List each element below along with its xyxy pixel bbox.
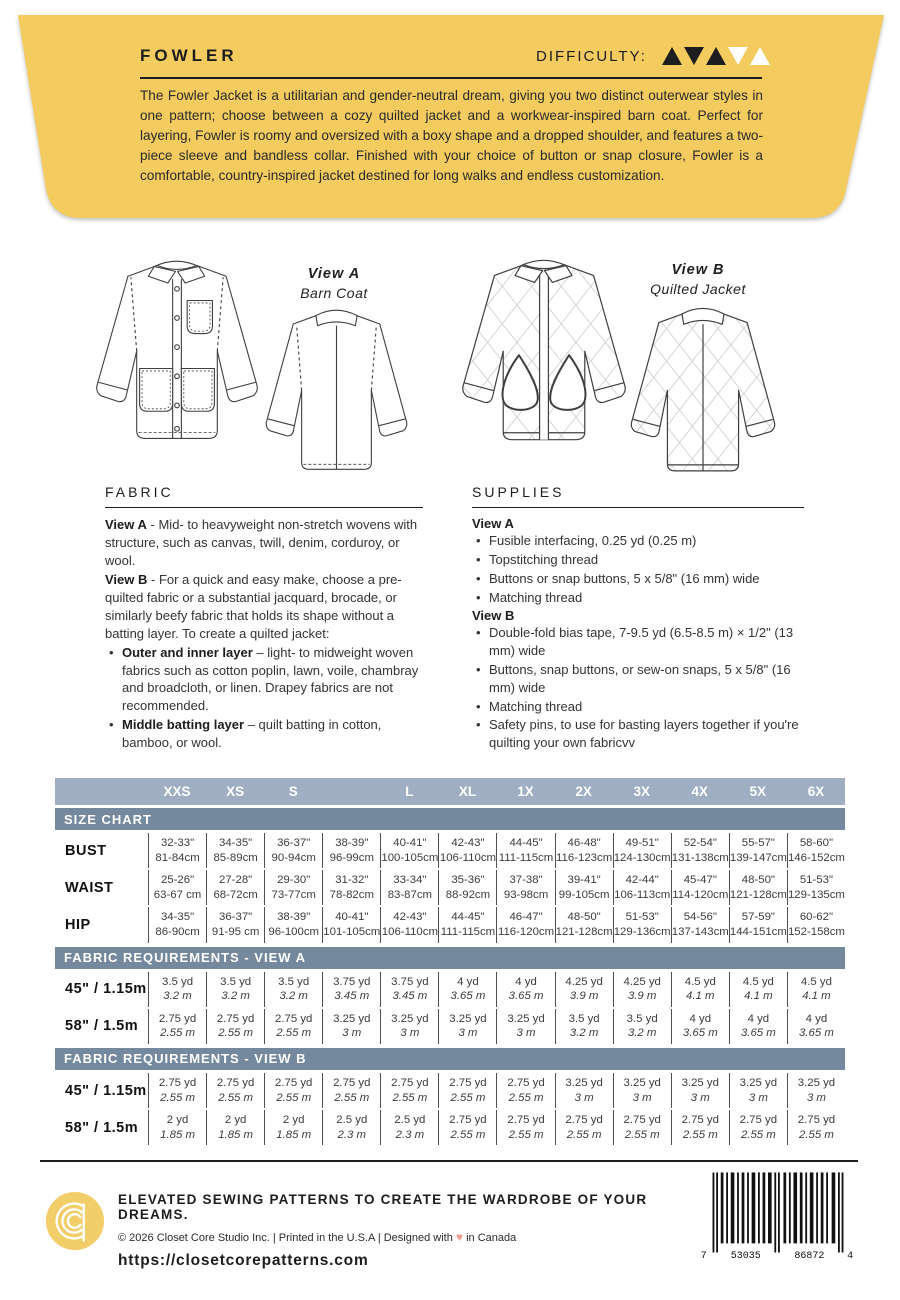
fabric-view-a-body: - Mid- to heavyweight non-stretch wovens with structure, such as canvas, twill, denim, corduroy, or wool.	[105, 517, 418, 568]
size-chart-rows	[55, 832, 845, 944]
table-cell: 3.5 yd 3.2 m	[264, 972, 322, 1007]
fabric-req-view-a-rows	[55, 971, 845, 1045]
table-cell: 60-62" 152-158cm	[787, 907, 845, 942]
table-cell: 3.25 yd 3 m	[787, 1073, 845, 1108]
size-column-header: 2X	[575, 784, 592, 799]
size-chart-band: SIZE CHART	[55, 808, 845, 830]
heart-icon: ♥	[455, 1230, 464, 1244]
footer-tagline: ELEVATED SEWING PATTERNS TO CREATE THE WARDROBE OF YOUR DREAMS.	[118, 1192, 648, 1222]
table-cell: 54-56" 137-143cm	[671, 907, 729, 942]
view-a-name: View A	[307, 266, 361, 282]
table-cell: 3.25 yd 3 m	[438, 1009, 496, 1044]
table-cell: 37-38" 93-98cm	[496, 870, 554, 905]
supplies-heading: SUPPLIES	[472, 484, 804, 508]
table-cell: 2.75 yd 2.55 m	[729, 1110, 787, 1145]
table-cell: 42-43" 106-110cm	[438, 833, 496, 868]
row-label: WAIST	[65, 879, 114, 896]
fabric-view-a-text	[105, 516, 423, 570]
table-cell: 3.5 yd 3.2 m	[206, 972, 264, 1007]
table-cell: 34-35" 85-89cm	[206, 833, 264, 868]
table-cell: 36-37" 91-95 cm	[206, 907, 264, 942]
table-cell: 38-39" 96-99cm	[322, 833, 380, 868]
view-a-subtitle: Barn Coat	[300, 285, 368, 301]
footer-url: https://closetcorepatterns.com	[118, 1252, 369, 1269]
table-cell: 3.25 yd 3 m	[671, 1073, 729, 1108]
table-cell: 46-47" 116-120cm	[496, 907, 554, 942]
fabric-req-view-a-band: FABRIC REQUIREMENTS - VIEW A	[55, 947, 845, 969]
table-row	[55, 1008, 845, 1045]
table-cell: 33-34" 83-87cm	[380, 870, 438, 905]
table-cell: 3.25 yd 3 m	[322, 1009, 380, 1044]
table-row	[55, 906, 845, 943]
table-cell: 2.75 yd 2.55 m	[671, 1110, 729, 1145]
view-b-back-drawing	[628, 296, 778, 493]
size-column-header: XXS	[163, 784, 191, 799]
table-cell: 55-57" 139-147cm	[729, 833, 787, 868]
table-cell: 3.75 yd 3.45 m	[322, 972, 380, 1007]
table-cell: 3.25 yd 3 m	[729, 1073, 787, 1108]
size-column-header: XL	[458, 784, 477, 799]
table-cell: 4.25 yd 3.9 m	[555, 972, 613, 1007]
fabric-section	[105, 484, 423, 753]
size-column-header: 1X	[517, 784, 534, 799]
barcode-digit-1: 7	[700, 1250, 707, 1262]
table-cell: 2.75 yd 2.55 m	[206, 1073, 264, 1108]
table-cell: 3.5 yd 3.2 m	[148, 972, 206, 1007]
table-cell: 57-59" 144-151cm	[729, 907, 787, 942]
supply-item: • Matching thread	[472, 589, 804, 607]
table-cell: 2.75 yd 2.55 m	[438, 1073, 496, 1108]
supplies-view-a-subheading: View A	[472, 516, 514, 531]
view-a-back-drawing	[263, 298, 410, 491]
table-cell: 29-30" 73-77cm	[264, 870, 322, 905]
table-cell: 25-26" 63-67 cm	[148, 870, 206, 905]
table-cell: 40-41" 101-105cm	[322, 907, 380, 942]
table-cell: 2.5 yd 2.3 m	[322, 1110, 380, 1145]
table-cell: 2 yd 1.85 m	[206, 1110, 264, 1145]
supply-item: • Safety pins, to use for basting layers together if you're quilting your own fabricvv	[472, 716, 804, 752]
barcode-digit-4: 4	[847, 1250, 854, 1262]
table-row	[55, 869, 845, 906]
table-cell: 3.25 yd 3 m	[613, 1073, 671, 1108]
table-cell: 4.5 yd 4.1 m	[729, 972, 787, 1007]
supplies-view-b-list	[472, 624, 804, 753]
table-row	[55, 1109, 845, 1146]
row-label: 58" / 1.5m	[65, 1119, 139, 1136]
table-cell: 45-47" 114-120cm	[671, 870, 729, 905]
table-cell: 48-50" 121-128cm	[555, 907, 613, 942]
difficulty-label: DIFFICULTY:	[536, 47, 647, 65]
fabric-view-b-body: - For a quick and easy make, choose a pre-quilted fabric or a substantial jacquard, brocade, or similarly beefy fabric that holds its shape without a batting layer. To create a quilted jacket:	[105, 571, 402, 641]
header-divider	[140, 77, 762, 79]
table-cell: 31-32" 78-82cm	[322, 870, 380, 905]
size-and-requirements-tables	[55, 778, 845, 1146]
view-b-name: View B	[671, 262, 725, 278]
filled-down-triangle-icon	[684, 47, 704, 65]
table-cell: 2.5 yd 2.3 m	[380, 1110, 438, 1145]
table-cell: 38-39" 96-100cm	[264, 907, 322, 942]
table-cell: 2.75 yd 2.55 m	[496, 1073, 554, 1108]
empty-up-triangle-icon	[750, 47, 770, 65]
size-column-header: 6X	[807, 784, 825, 799]
fabric-req-view-b-band: FABRIC REQUIREMENTS - VIEW B	[55, 1048, 845, 1070]
fabric-view-a-lead: View A	[105, 517, 147, 532]
table-cell: 4 yd 3.65 m	[729, 1009, 787, 1044]
table-row	[55, 1072, 845, 1109]
table-cell: 3.5 yd 3.2 m	[555, 1009, 613, 1044]
table-cell: 34-35" 86-90cm	[148, 907, 206, 942]
table-cell: 52-54" 131-138cm	[671, 833, 729, 868]
difficulty-indicator	[536, 47, 771, 65]
size-column-header: 5X	[749, 784, 767, 799]
table-cell: 3.5 yd 3.2 m	[613, 1009, 671, 1044]
view-a-front-drawing	[92, 250, 262, 464]
table-cell: 2.75 yd 2.55 m	[264, 1073, 322, 1108]
difficulty-icons	[661, 47, 771, 65]
size-column-header: 4X	[691, 784, 709, 799]
table-cell: 3.25 yd 3 m	[555, 1073, 613, 1108]
supply-item: • Matching thread	[472, 698, 804, 716]
table-cell: 51-53" 129-135cm	[787, 870, 845, 905]
table-cell: 4.25 yd 3.9 m	[613, 972, 671, 1007]
supply-item: • Double-fold bias tape, 7-9.5 yd (6.5-8.5 m) × 1/2" (13 mm) wide	[472, 624, 804, 660]
table-cell: 4 yd 3.65 m	[496, 972, 554, 1007]
table-cell: 32-33" 81-84cm	[148, 833, 206, 868]
filled-up-triangle-icon	[662, 47, 682, 65]
view-b-subtitle: Quilted Jacket	[650, 281, 746, 297]
table-row	[55, 971, 845, 1008]
table-cell: 58-60" 146-152cm	[787, 833, 845, 868]
supply-item: • Topstitching thread	[472, 551, 804, 569]
supplies-section	[472, 484, 804, 753]
table-cell: 36-37" 90-94cm	[264, 833, 322, 868]
supply-item: • Fusible interfacing, 0.25 yd (0.25 m)	[472, 532, 804, 550]
table-cell: 2.75 yd 2.55 m	[787, 1110, 845, 1145]
fabric-heading: FABRIC	[105, 484, 423, 508]
table-cell: 2.75 yd 2.55 m	[613, 1110, 671, 1145]
copyright-text-end: in Canada	[463, 1232, 517, 1244]
table-cell: 4.5 yd 4.1 m	[671, 972, 729, 1007]
row-label: BUST	[65, 842, 107, 859]
table-cell: 46-48" 116-123cm	[555, 833, 613, 868]
footer-text-block	[118, 1192, 678, 1270]
fabric-req-view-b-rows	[55, 1072, 845, 1146]
table-cell: 40-41" 100-105cm	[380, 833, 438, 868]
table-cell: 2.75 yd 2.55 m	[555, 1110, 613, 1145]
supplies-view-a-list	[472, 532, 804, 607]
view-a-label	[272, 266, 396, 301]
table-cell: 48-50" 121-128cm	[729, 870, 787, 905]
barcode	[698, 1167, 858, 1267]
supply-item: • Buttons, snap buttons, or sew-on snaps, 5 x 5/8" (16 mm) wide	[472, 661, 804, 697]
fabric-view-b-text	[105, 571, 423, 643]
size-column-header: 3X	[633, 784, 650, 799]
barcode-digits-left: 53035	[730, 1250, 761, 1262]
filled-up-triangle-icon	[706, 47, 726, 65]
table-cell: 2.75 yd 2.55 m	[322, 1073, 380, 1108]
table-cell: 2.75 yd 2.55 m	[264, 1009, 322, 1044]
supplies-view-b-subheading: View B	[472, 607, 515, 623]
footer-divider	[40, 1160, 858, 1162]
table-cell: 42-43" 106-110cm	[380, 907, 438, 942]
table-cell: 2.75 yd 2.55 m	[148, 1009, 206, 1044]
pattern-title: FOWLER	[140, 46, 238, 65]
row-label: 58" / 1.5m	[65, 1018, 139, 1035]
view-b-front-drawing	[458, 249, 630, 465]
fabric-bullet-item: • Middle batting layer – quilt batting in cotton, bamboo, or wool.	[105, 716, 423, 752]
table-cell: 2.75 yd 2.55 m	[380, 1073, 438, 1108]
size-column-header: XS	[226, 784, 245, 799]
table-cell: 49-51" 124-130cm	[613, 833, 671, 868]
table-cell: 44-45" 111-115cm	[496, 833, 554, 868]
fabric-bullet-item: • Outer and inner layer – light- to midweight woven fabrics such as cotton poplin, lawn, voile, chambray and broadcloth, or linen. Drapey fabrics are not recommended.	[105, 644, 423, 716]
table-cell: 2.75 yd 2.55 m	[496, 1110, 554, 1145]
table-cell: 2.75 yd 2.55 m	[206, 1009, 264, 1044]
table-cell: 2.75 yd 2.55 m	[148, 1073, 206, 1108]
fabric-view-b-lead: View B	[105, 571, 148, 587]
table-cell: 3.25 yd 3 m	[496, 1009, 554, 1044]
table-cell: 4.5 yd 4.1 m	[787, 972, 845, 1007]
table-cell: 39-41" 99-105cm	[555, 870, 613, 905]
table-cell: 27-28" 68-72cm	[206, 870, 264, 905]
table-cell: 3.75 yd 3.45 m	[380, 972, 438, 1007]
fabric-bullet-list	[105, 644, 423, 753]
view-b-label	[632, 262, 764, 297]
table-cell: 2.75 yd 2.55 m	[438, 1110, 496, 1145]
table-cell: 44-45" 111-115cm	[438, 907, 496, 942]
table-cell: 42-44" 106-113cm	[613, 870, 671, 905]
row-label: 45" / 1.15m	[65, 1082, 147, 1099]
footer-copyright	[118, 1230, 678, 1244]
table-cell: 2 yd 1.85 m	[148, 1110, 206, 1145]
barcode-digits-right: 86872	[794, 1250, 825, 1262]
table-cell: 35-36" 88-92cm	[438, 870, 496, 905]
size-column-header: L	[405, 784, 414, 799]
table-cell: 3.25 yd 3 m	[380, 1009, 438, 1044]
supply-item: • Buttons or snap buttons, 5 x 5/8" (16 mm) wide	[472, 570, 804, 588]
table-cell: 4 yd 3.65 m	[787, 1009, 845, 1044]
empty-down-triangle-icon	[728, 47, 748, 65]
closet-core-logo-icon	[44, 1190, 106, 1252]
row-label: HIP	[65, 916, 91, 933]
table-row	[55, 832, 845, 869]
table-cell: 2 yd 1.85 m	[264, 1110, 322, 1145]
row-label: 45" / 1.15m	[65, 981, 147, 998]
table-cell: 4 yd 3.65 m	[438, 972, 496, 1007]
copyright-text: © 2026 Closet Core Studio Inc. | Printed in the U.S.A | Designed with	[118, 1232, 456, 1244]
size-header-row	[55, 778, 845, 805]
pattern-description: The Fowler Jacket is a utilitarian and gender-neutral dream, giving you two distinct outerwear styles in one pattern; choose between a cozy quilted jacket and a workwear-inspired barn coat. Perfect for layering, Fowler is roomy and oversized with a boxy shape and a dropped shoulder, and features a two-piece sleeve and bandless collar. Finished with your choice of button or snap closure, Fowler is a comfortable, country-inspired jacket destined for long walks and endless customization.	[140, 88, 763, 183]
table-cell: 51-53" 129-136cm	[613, 907, 671, 942]
table-cell: 4 yd 3.65 m	[671, 1009, 729, 1044]
size-column-header: S	[288, 784, 298, 799]
